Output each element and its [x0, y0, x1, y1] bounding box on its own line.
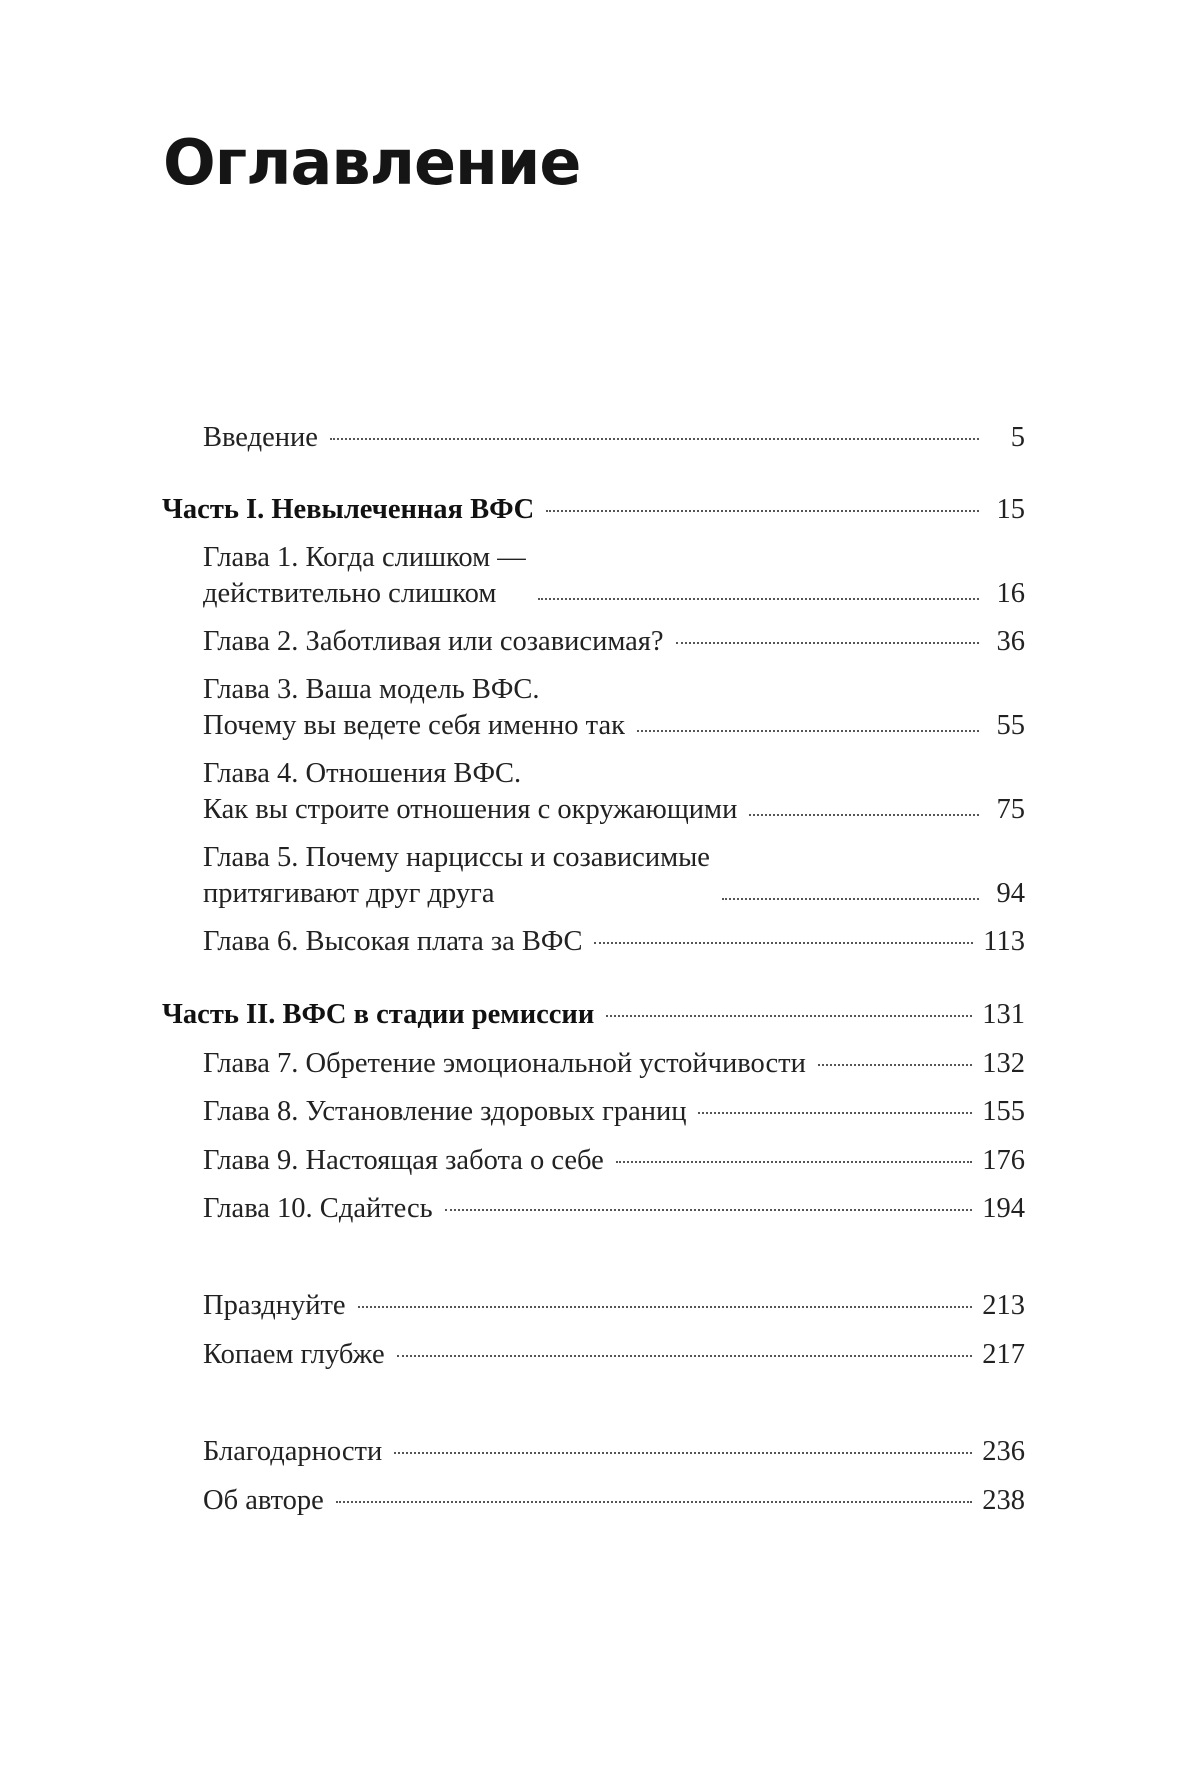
- toc-entry-page: 132: [982, 1048, 1025, 1079]
- toc-entry-label: Глава 10. Сдайтесь: [203, 1193, 433, 1224]
- toc-entry-chapter-2[interactable]: [203, 624, 1025, 660]
- toc-entry-acknowledgements[interactable]: [203, 1434, 1025, 1470]
- toc-entry-page: 113: [983, 926, 1025, 957]
- toc-entry-page: 75: [996, 794, 1025, 825]
- toc-entry-label: Глава 8. Установление здоровых границ: [203, 1096, 687, 1127]
- dot-leader: [336, 1501, 972, 1503]
- dot-leader: [538, 598, 979, 600]
- toc-entry-chapter-5[interactable]: [203, 840, 1025, 912]
- dot-leader: [637, 730, 979, 732]
- toc-entry-celebrate[interactable]: [203, 1288, 1025, 1324]
- toc-entry-page: 94: [996, 878, 1025, 909]
- toc-entry-part-1[interactable]: [162, 492, 1025, 528]
- toc-entry-page: 217: [982, 1339, 1025, 1370]
- dot-leader: [616, 1161, 972, 1163]
- dot-leader: [330, 438, 979, 440]
- toc-entry-chapter-4[interactable]: [203, 756, 1025, 828]
- toc-entry-chapter-7[interactable]: [203, 1046, 1025, 1082]
- toc-entry-label: Глава 1. Когда слишком — действительно слишком: [203, 542, 526, 609]
- toc-entry-label: Глава 6. Высокая плата за ВФС: [203, 926, 583, 957]
- page-title: Оглавление: [163, 126, 581, 199]
- dot-leader: [722, 898, 979, 900]
- dot-leader: [358, 1306, 973, 1308]
- toc-entry-page: 236: [982, 1436, 1025, 1467]
- toc-entry-chapter-1[interactable]: [203, 540, 1025, 612]
- toc-entry-page: 16: [996, 578, 1025, 609]
- toc-entry-page: 155: [982, 1096, 1025, 1127]
- dot-leader: [698, 1112, 972, 1114]
- toc-entry-chapter-6[interactable]: [203, 924, 1025, 960]
- toc-entry-chapter-3[interactable]: [203, 672, 1025, 744]
- toc-entry-page: 15: [996, 494, 1025, 525]
- toc-entry-chapter-9[interactable]: [203, 1143, 1025, 1179]
- toc-entry-label: Глава 7. Обретение эмоциональной устойчивости: [203, 1048, 806, 1079]
- toc-entry-page: 36: [996, 626, 1025, 657]
- toc-entry-label: Глава 9. Настоящая забота о себе: [203, 1145, 604, 1176]
- toc-entry-chapter-8[interactable]: [203, 1094, 1025, 1130]
- dot-leader: [676, 642, 979, 644]
- dot-leader: [546, 510, 979, 512]
- toc-entry-page: 194: [982, 1193, 1025, 1224]
- dot-leader: [594, 942, 973, 944]
- toc-entry-label: Глава 4. Отношения ВФС. Как вы строите отношения с окружающими: [203, 758, 738, 825]
- toc-entry-label: Копаем глубже: [203, 1339, 385, 1370]
- toc-entry-part-2[interactable]: [162, 997, 1025, 1033]
- dot-leader: [749, 814, 979, 816]
- toc-entry-page: 131: [982, 999, 1025, 1030]
- toc-entry-about-author[interactable]: [203, 1483, 1025, 1519]
- dot-leader: [397, 1355, 973, 1357]
- dot-leader: [606, 1015, 972, 1017]
- toc-entry-label: Глава 5. Почему нарциссы и созависимые притягивают друг друга: [203, 842, 710, 909]
- toc-entry-label: Глава 3. Ваша модель ВФС. Почему вы ведете себя именно так: [203, 674, 625, 741]
- toc-entry-label: Глава 2. Заботливая или созависимая?: [203, 626, 664, 657]
- toc-entry-label: Часть II. ВФС в стадии ремиссии: [162, 999, 595, 1030]
- toc-entry-label: Об авторе: [203, 1485, 324, 1516]
- toc-entry-dig-deeper[interactable]: [203, 1337, 1025, 1373]
- dot-leader: [445, 1209, 973, 1211]
- toc-entry-page: 55: [996, 710, 1025, 741]
- toc-entry-introduction[interactable]: [203, 420, 1025, 456]
- toc-entry-page: 213: [982, 1290, 1025, 1321]
- toc-entry-chapter-10[interactable]: [203, 1191, 1025, 1227]
- toc-entry-page: 5: [1010, 422, 1025, 453]
- toc-entry-label: Празднуйте: [203, 1290, 346, 1321]
- toc-entry-page: 176: [982, 1145, 1025, 1176]
- toc-entry-label: Благодарности: [203, 1436, 383, 1467]
- dot-leader: [818, 1064, 972, 1066]
- dot-leader: [394, 1452, 972, 1454]
- toc-entry-label: Введение: [203, 422, 318, 453]
- toc-entry-label: Часть I. Невылеченная ВФС: [162, 494, 535, 525]
- toc-entry-page: 238: [982, 1485, 1025, 1516]
